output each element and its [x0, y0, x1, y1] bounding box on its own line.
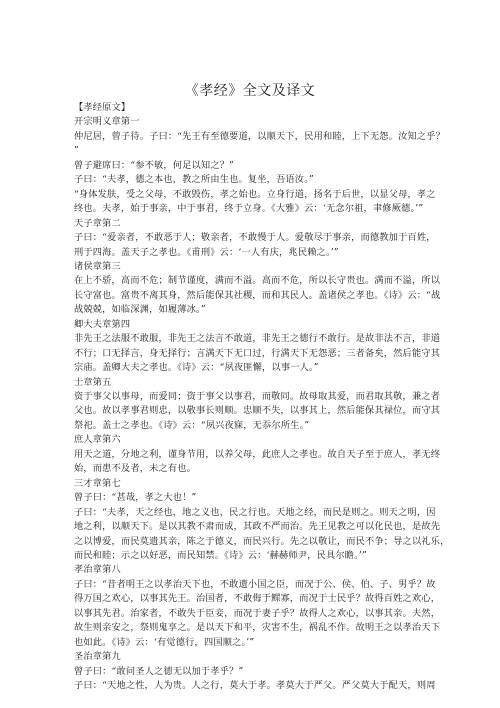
text-line: “身体发肤，受之父母，不敢毁伤，孝之始也。立身行道，扬名于后世，以显父母，孝之	[74, 188, 436, 200]
page-title: 《孝经》全文及译文	[184, 83, 316, 99]
text-line: 始，而患不及者，未之有也。	[74, 463, 197, 475]
text-line: 在上不骄，高而不危；制节谨度，满而不溢。高而不危，所以长守贵也。满而不溢，所以	[74, 275, 441, 287]
text-line: 孝治章第八	[74, 564, 121, 576]
text-line: 父也。故以孝事君则忠，以敬事长则顺。忠顺不失，以事其上，然后能保其禄位，而守其	[74, 405, 441, 417]
text-line: 【孝经原文】	[74, 102, 131, 113]
text-line: 圣治章第九	[74, 651, 121, 663]
text-line: 仲尼居，曾子待。子曰：“先王有至德要道，以顺天下，民用和睦，上下无怨。汝知之乎？	[74, 130, 446, 142]
text-line: 曾子避席曰：“参不敏，何足以知之？”	[74, 159, 234, 171]
text-line: 诸侯章第三	[74, 260, 121, 272]
text-line: 也如此。《诗》云：‘有觉德行，四国顺之。’”	[74, 636, 255, 648]
text-line: 以事其先君。治家者，不敢失于臣妾，而况于妻子乎？故得人之欢心，以事其亲。夫然，	[74, 607, 441, 619]
text-line: 庶人章第六	[74, 434, 121, 446]
text-line: 三才章第七	[74, 477, 121, 489]
text-line: 开宗明义章第一	[74, 116, 140, 128]
text-line: 而民和睦；示之以好恶，而民知禁。《诗》云：‘赫赫师尹，民具尔瞻。’”	[74, 549, 367, 561]
text-line: 地之利，以顺天下。是以其教不肃而成，其政不严而治。先王见教之可以化民也，是故先	[74, 521, 441, 533]
text-line: 天子章第二	[74, 217, 121, 229]
text-line: 曾子曰：“甚哉，孝之大也！”	[74, 492, 197, 504]
text-line: 之以博爱，而民莫遗其亲，陈之于德义，而民兴行。先之以敬让，而民不争；导之以礼乐，	[74, 535, 450, 547]
text-line: 资于事父以事母，而爱同；资于事父以事君，而敬同。故母取其爱，而君取其敬，兼之者	[74, 391, 441, 402]
text-line: 长守富也。富贵不离其身，然后能保其社稷，而和其民人。盖诸侯之孝也。《诗》云：“战	[74, 289, 441, 301]
text-line: 故生则亲安之，祭则鬼享之。是以天下和平，灾害不生，祸乱不作。故明王之以孝治天下	[74, 622, 441, 634]
text-line: 宗庙。盖卿大夫之孝也。《诗》云：“夙夜匪懈，以事一人。”	[74, 362, 319, 374]
text-line: 曾子曰：“敢问圣人之德无以加于孝乎？”	[74, 665, 244, 677]
text-line: 不行；口无择言，身无择行；言满天下无口过，行满天下无怨恶；三者备矣，然后能守其	[74, 347, 441, 359]
text-line: ”	[74, 145, 79, 157]
text-line: 子曰：“天地之性，人为贵。人之行，莫大于孝。孝莫大于严父。严父莫大于配天，则周	[74, 680, 436, 691]
text-line: 子曰：“爱亲者，不敢恶于人；敬亲者，不敢慢于人。爱敬尽于事亲，而德教加于百姓，	[74, 232, 436, 244]
text-line: 士章第五	[74, 376, 112, 388]
text-line: 子曰：“夫孝，德之本也，教之所由生也。复坐，吾语汝。”	[74, 174, 314, 186]
text-line: 卿大夫章第四	[74, 318, 131, 330]
text-line: 得万国之欢心，以事其先王。治国者，不敢侮于鳏寡，而况于士民乎？故得百姓之欢心，	[74, 593, 441, 605]
text-line: 战兢兢，如临深渊，如履薄冰。”	[74, 304, 206, 316]
text-line: 祭祀。盖士之孝也。《诗》云：“夙兴夜寐，无忝尔所生。”	[74, 419, 310, 431]
text-line: 子曰：“昔者明王之以孝治天下也，不敢遗小国之臣，而况于公、侯、伯、子、男乎？故	[74, 578, 436, 590]
text-line: 刑于四海。盖天子之孝也。《甫刑》云：‘一人有庆，兆民赖之。’”	[74, 246, 339, 258]
text-line: 非先王之法服不敢服，非先王之法言不敢道，非先王之德行不敢行。是故非法不言，非道	[74, 333, 441, 345]
text-line: 子曰：“夫孝，天之经也，地之义也，民之行也。天地之经，而民是则之。则天之明，因	[74, 506, 436, 518]
text-line: 终也。夫孝，始于事亲，中于事君，终于立身。《大雅》云：‘无念尔祖，聿修厥德。’”	[74, 203, 424, 215]
text-line: 用天之道，分地之利，谨身节用，以养父母，此庶人之孝也。故自天子至于庶人，孝无终	[74, 448, 441, 460]
